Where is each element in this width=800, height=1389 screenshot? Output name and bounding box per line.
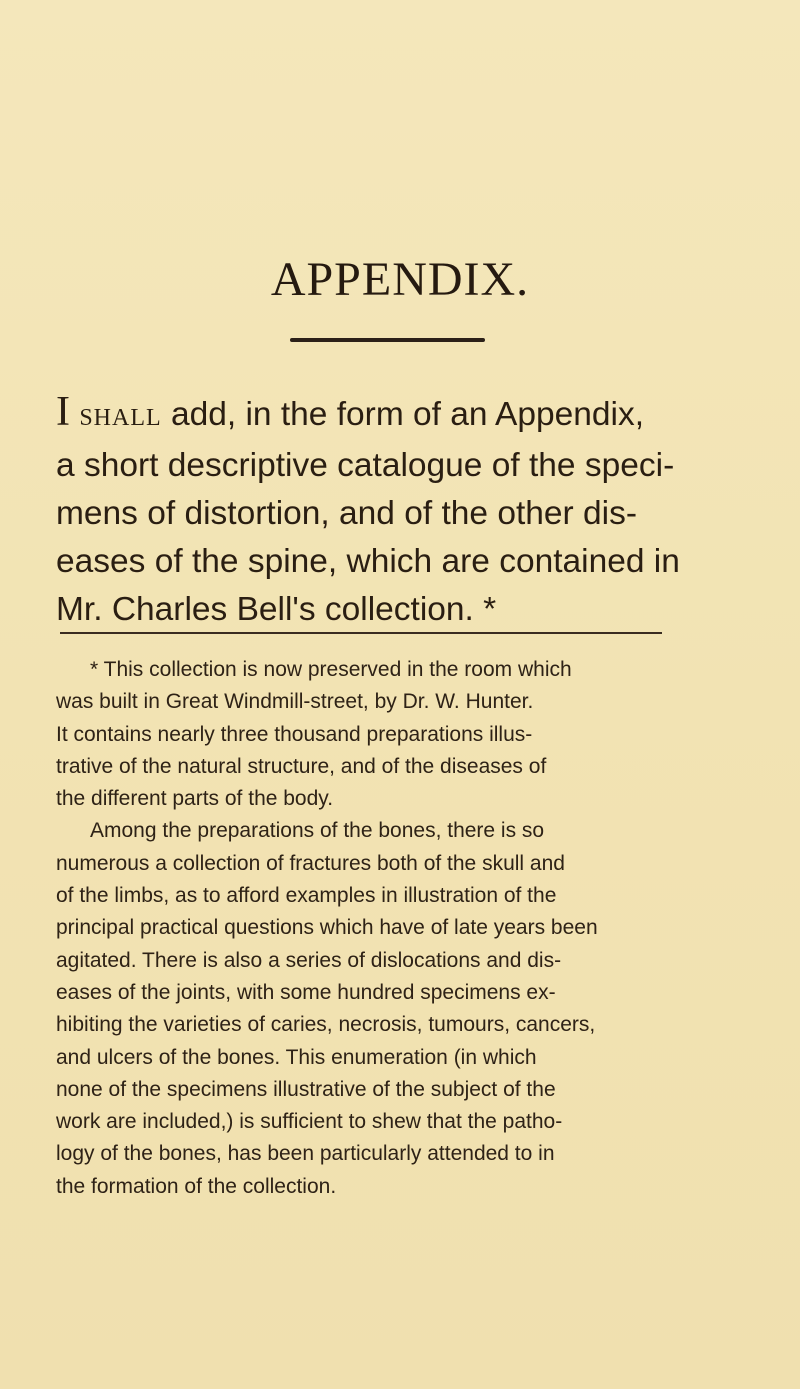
- main-line-4: eases of the spine, which are contained in: [56, 543, 680, 580]
- footnote-line: was built in Great Windmill-street, by Dr. W. Hunter.: [56, 690, 534, 714]
- heading-rule: [290, 338, 485, 342]
- main-line-1: [56, 388, 746, 442]
- main-line-text: add, in the form of an Appendix,: [170, 396, 645, 433]
- main-paragraph: [56, 388, 746, 634]
- footnote-line: the different parts of the body.: [56, 787, 334, 811]
- footnote-line: numerous a collection of fractures both of the skull and: [56, 851, 565, 875]
- main-line-2: a short descriptive catalogue of the speci-: [56, 447, 675, 484]
- footnote-rule: [60, 632, 662, 634]
- footnote-line: the formation of the collection.: [56, 1174, 337, 1198]
- footnote-line: agitated. There is also a series of dislocations and dis-: [56, 948, 562, 972]
- footnote-line: logy of the bones, has been particularly attended to in: [56, 1142, 555, 1166]
- small-caps-word: SHALL: [79, 405, 162, 431]
- footnote-line: none of the specimens illustrative of the subject of the: [56, 1077, 556, 1101]
- footnote-line: and ulcers of the bones. This enumeration (in which: [56, 1045, 537, 1069]
- page-heading: APPENDIX.: [270, 253, 530, 306]
- main-line-5: Mr. Charles Bell's collection. *: [56, 591, 497, 628]
- footnote-line: * This collection is now preserved in the room which: [90, 658, 572, 681]
- footnote-line: work are included,) is sufficient to shew that the patho-: [56, 1110, 563, 1134]
- footnote-line: It contains nearly three thousand preparations illus-: [56, 722, 533, 746]
- footnote: [56, 654, 746, 1203]
- footnote-line: Among the preparations of the bones, there is so: [90, 819, 545, 843]
- footnote-line: of the limbs, as to afford examples in illustration of the: [56, 884, 557, 908]
- footnote-line: trative of the natural structure, and of the diseases of: [56, 754, 547, 778]
- main-line-3: mens of distortion, and of the other dis-: [56, 495, 637, 532]
- footnote-line: eases of the joints, with some hundred specimens ex-: [56, 980, 556, 1004]
- footnote-line: hibiting the varieties of caries, necrosis, tumours, cancers,: [56, 1013, 596, 1037]
- drop-capital: I: [56, 389, 70, 435]
- footnote-line: principal practical questions which have of late years been: [56, 916, 598, 940]
